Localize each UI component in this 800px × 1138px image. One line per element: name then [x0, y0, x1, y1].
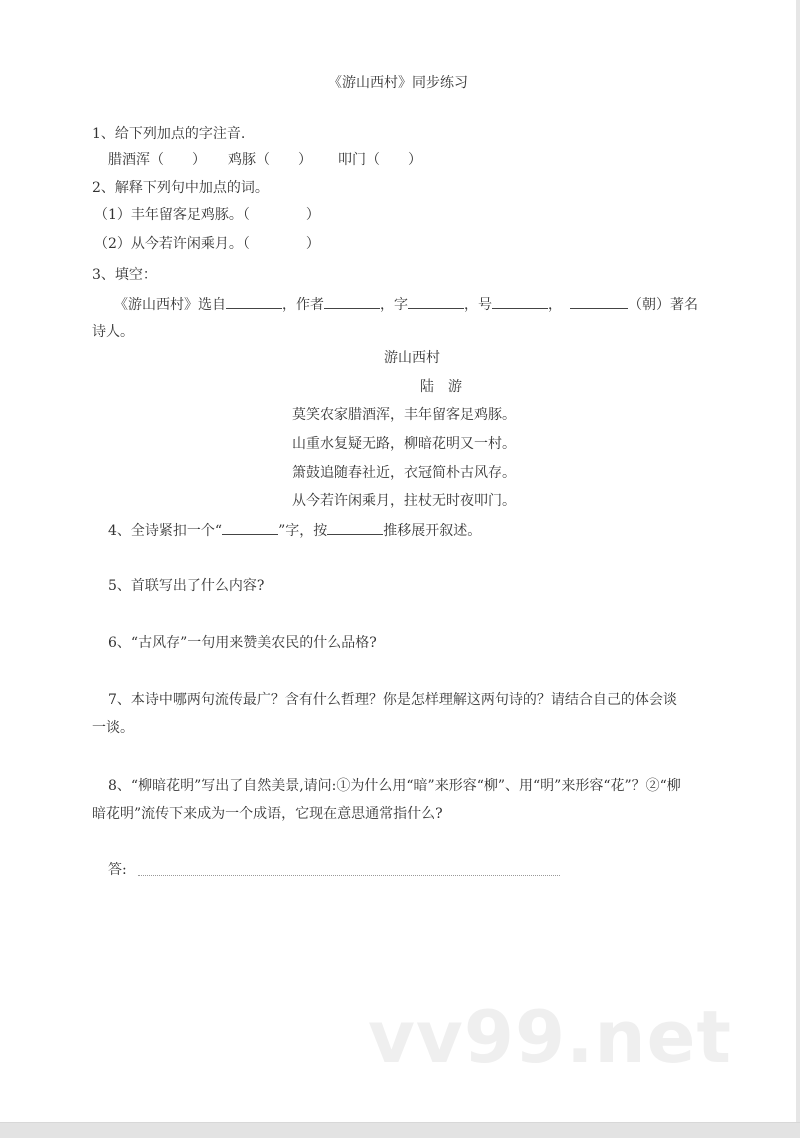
- q3-text: ，号: [464, 297, 492, 313]
- poem-line: 从今若许闲乘月，拄杖无时夜叩门。: [292, 493, 516, 509]
- question-7-line1: 7、本诗中哪两句流传最广？含有什么哲理？你是怎样理解这两句诗的？请结合自己的体会谈: [108, 692, 677, 708]
- question-8-line1: 8、“柳暗花明”写出了自然美景,请问:①为什么用“暗”来形容“柳”、用“明”来形容“花”？②“柳: [108, 778, 681, 794]
- q3-text: ，字: [380, 297, 408, 313]
- q4-text: 4、全诗紧扣一个“: [108, 523, 223, 539]
- blank-key-word[interactable]: [222, 520, 278, 535]
- poem-line: 山重水复疑无路，柳暗花明又一村。: [292, 436, 516, 452]
- q1-item: 叩门（ ）: [338, 152, 422, 168]
- watermark: vv99.net: [368, 995, 732, 1079]
- poem-line: 箫鼓追随春社近，衣冠简朴古风存。: [292, 465, 516, 481]
- question-1-prompt: 1、给下列加点的字注音.: [92, 126, 246, 142]
- q4-text: ”字，按: [278, 523, 328, 539]
- blank-sequence[interactable]: [327, 520, 383, 535]
- page-bottom-edge: [0, 1122, 800, 1138]
- answer-label: 答:: [108, 862, 127, 878]
- q3-fill-line: [114, 294, 698, 315]
- question-7-line2: 一谈。: [92, 720, 134, 736]
- question-5: 5、首联写出了什么内容?: [108, 578, 265, 594]
- question-3-prompt: 3、填空：: [92, 267, 157, 283]
- q3-text: ，作者: [282, 297, 324, 313]
- answer-line[interactable]: [138, 875, 560, 876]
- q3-line2: 诗人。: [92, 324, 134, 340]
- question-4: [108, 520, 481, 541]
- blank-dynasty[interactable]: [570, 294, 628, 309]
- q3-text: ，: [548, 297, 562, 313]
- q4-text: 推移展开叙述。: [383, 523, 482, 539]
- blank-author[interactable]: [324, 294, 380, 309]
- poem-line: 莫笑农家腊酒浑，丰年留客足鸡豚。: [292, 407, 516, 423]
- blank-courtesy-name[interactable]: [408, 294, 464, 309]
- blank-source[interactable]: [226, 294, 282, 309]
- q2-item: （2）从今若许闲乘月。（ ）: [94, 236, 320, 252]
- q1-item: 腊酒浑（ ）: [108, 152, 206, 168]
- question-6: 6、“古风存”一句用来赞美农民的什么品格?: [108, 635, 377, 651]
- blank-pen-name[interactable]: [492, 294, 548, 309]
- q1-item: 鸡豚（ ）: [228, 152, 312, 168]
- q3-text: （朝）著名: [628, 297, 698, 313]
- poem-author: 陆 游: [420, 379, 462, 395]
- question-8-line2: 暗花明”流传下来成为一个成语，它现在意思通常指什么?: [92, 806, 443, 822]
- poem-title: 游山西村: [384, 350, 440, 366]
- q2-item: （1）丰年留客足鸡豚。（ ）: [94, 207, 320, 223]
- q3-text: 《游山西村》选自: [114, 297, 226, 313]
- page-title: 《游山西村》同步练习: [328, 75, 468, 91]
- question-2-prompt: 2、解释下列句中加点的词。: [92, 180, 269, 196]
